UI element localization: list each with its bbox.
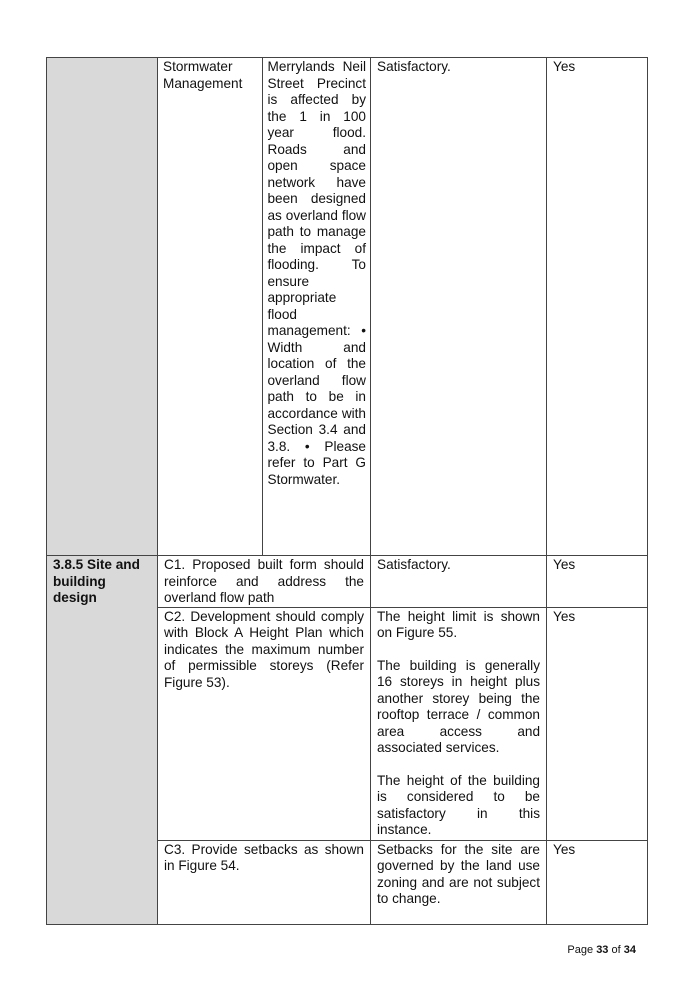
page-of: of [611,944,621,956]
comment-cell [371,840,547,924]
complies-cell: Yes [547,556,648,608]
table-row [47,556,648,608]
assessment-table [46,57,648,925]
comment-cell [371,556,547,608]
comment-paragraph: Satisfactory. [377,557,451,572]
control-text: Merrylands Neil Street Precinct is affected by the 1 in 100 year flood. Roads and open space network have been designed as overland flow path to manage the impact of flooding. To ensure appropriate flood management: • Width and location of the overland flow path to be in accordance with Section 3.4 and 3.8. • Please refer to Part G Stormwater. [267,59,366,487]
table-row [47,58,648,556]
complies-cell: Yes [547,607,648,840]
page-footer [567,944,636,956]
complies-cell: Yes [547,58,648,556]
page-total: 34 [623,944,636,956]
comment-paragraph: Setbacks for the site are governed by the land use zoning and are not subject to change. [377,841,540,906]
complies-cell: Yes [547,840,648,924]
nested-control-cell [158,58,371,556]
comment-paragraph: The height limit is shown on Figure 55. [377,608,540,640]
control-cell: C2. Development should comply with Block A Height Plan which indicates the maximum number of permissible storeys (Refer Figure 53). [158,607,371,840]
shaded-label-cell [47,58,158,556]
comment-cell [371,607,547,840]
comment-paragraph: The building is generally 16 storeys in height plus another storey being the rooftop terrace / common area access and associated services. [377,657,540,755]
control-cell: C1. Proposed built form should reinforce and address the overland flow path [158,556,371,608]
page-word: Page [567,944,594,956]
comment-cell: Satisfactory. [371,58,547,556]
nested-table [158,58,371,555]
comment-paragraph: The height of the building is considered to be satisfactory in this instance. [377,772,540,837]
sub-label: Stormwater Management [158,58,262,555]
section-label: 3.8.5 Site and building design [47,556,158,925]
control-cell: C3. Provide setbacks as shown in Figure 54. [158,840,371,924]
page-current: 33 [596,944,609,956]
